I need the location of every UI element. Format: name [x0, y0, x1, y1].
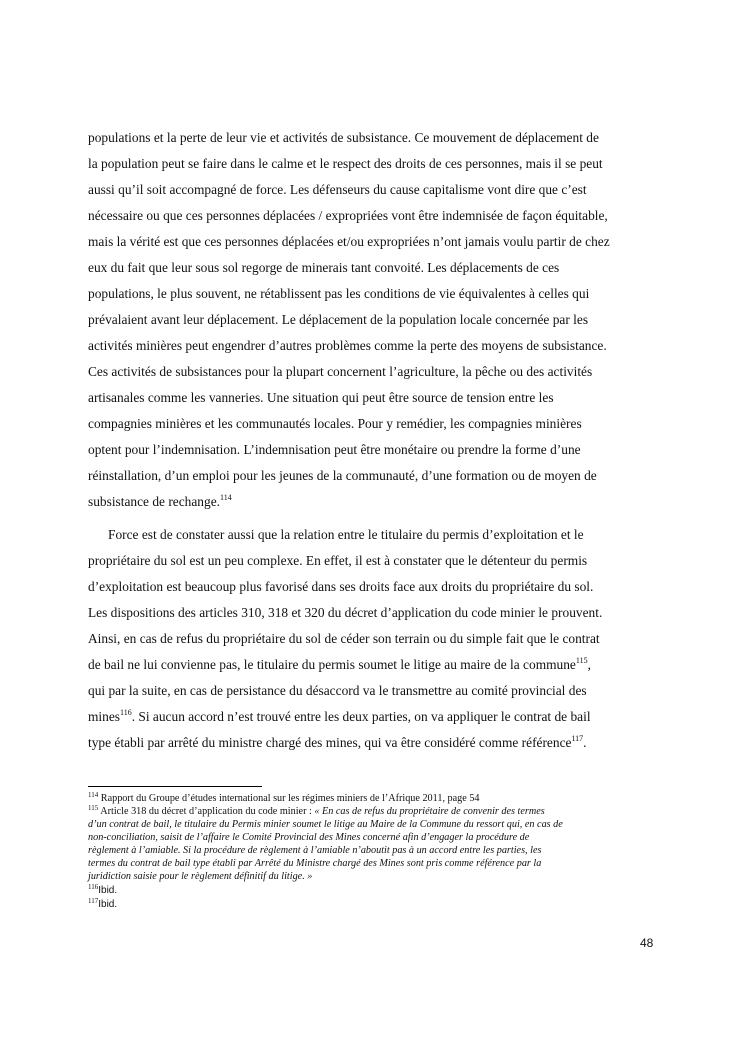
body-text: de bail ne lui convienne pas, le titulaire du permis soumet le litige au maire de la commune — [88, 657, 576, 672]
footnote-116 — [88, 884, 117, 897]
body-line: Les dispositions des articles 310, 318 et 320 du décret d’application du code minier le prouvent. — [88, 605, 603, 620]
footnote-text: Article 318 du décret d’application du code minier : — [98, 806, 315, 817]
body-line: prévalaient avant leur déplacement. Le déplacement de la population locale concernée par les — [88, 312, 589, 327]
body-line: optent pour l’indemnisation. L’indemnisation peut être monétaire ou prendre la forme d’une — [88, 442, 581, 457]
footnote-ref-114[interactable]: 114 — [220, 493, 232, 502]
footnote-ref-117[interactable]: 117 — [571, 734, 584, 743]
body-line — [88, 657, 591, 673]
footnote-115 — [88, 805, 545, 818]
footnote-number: 116 — [88, 883, 99, 891]
footnote-number: 114 — [88, 791, 99, 799]
body-line: populations et la perte de leur vie et activités de subsistance. Ce mouvement de déplacement de — [88, 130, 599, 145]
body-text: . — [583, 735, 587, 750]
body-text: type établi par arrêté du ministre chargé des mines, qui va être considéré comme référence — [88, 735, 572, 750]
body-line: activités minières peut engendrer d’autres problèmes comme la perte des moyens de subsistance. — [88, 338, 607, 353]
body-line: Ainsi, en cas de refus du propriétaire du sol de céder son terrain ou du simple fait que le contrat — [88, 631, 600, 646]
body-line: Ces activités de subsistances pour la plupart concernent l’agriculture, la pêche ou des activités — [88, 364, 593, 379]
body-line: réinstallation, d’un emploi pour les jeunes de la communauté, d’une formation ou de moyen de — [88, 468, 597, 483]
footnote-separator — [88, 786, 262, 787]
body-line: nécessaire ou que ces personnes déplacées / expropriées vont être indemnisée de façon équitable, — [88, 208, 608, 223]
body-line: artisanales comme les vanneries. Une situation qui peut être source de tension entre les — [88, 390, 554, 405]
body-line: la population peut se faire dans le calme et le respect des droits de ces personnes, mais il se peut — [88, 156, 603, 171]
footnote-number: 115 — [88, 804, 99, 812]
footnote-117 — [88, 898, 117, 911]
body-line — [88, 735, 587, 751]
body-line — [88, 494, 232, 510]
footnote-text: Rapport du Groupe d’études international sur les régimes miniers de l’Afrique 2011, page 54 — [98, 793, 480, 804]
body-line: aussi qu’il soit accompagné de force. Les défenseurs du cause capitalisme vont dire que c’est — [88, 182, 587, 197]
footnote-quote-line: d’un contrat de bail, le titulaire du Permis minier soumet le litige au Maire de la Commune du ressort qui, en cas de — [88, 819, 563, 830]
body-text: . Si aucun accord n’est trouvé entre les deux parties, on va appliquer le contrat de bail — [131, 709, 591, 724]
body-text: , — [587, 657, 591, 672]
footnote-ref-115[interactable]: 115 — [575, 656, 588, 665]
body-line: qui par la suite, en cas de persistance du désaccord va le transmettre au comité provincial des — [88, 683, 587, 698]
footnote-text: Ibid. — [98, 885, 118, 896]
body-line: Force est de constater aussi que la relation entre le titulaire du permis d’exploitation et le — [108, 527, 584, 542]
footnote-text: Ibid. — [98, 899, 118, 910]
body-line: populations, le plus souvent, ne rétablissent pas les conditions de vie équivalentes à celles qui — [88, 286, 590, 301]
body-line: eux du fait que leur sous sol regorge de minerais tant convoité. Les déplacements de ces — [88, 260, 560, 275]
body-text: subsistance de rechange. — [88, 494, 220, 509]
body-line: propriétaire du sol est un peu complexe. En effet, il est à constater que le détenteur du permis — [88, 553, 588, 568]
footnote-quote-line: non-conciliation, saisit de l’affaire le Comité Provincial des Mines concerné afin d’engager la procédure de — [88, 832, 530, 843]
body-line: d’exploitation est beaucoup plus favorisé dans ses droits face aux droits du propriétaire du sol. — [88, 579, 594, 594]
footnote-114 — [88, 792, 480, 805]
footnote-quote-line: termes du contrat de bail type établi par Arrêté du Ministre chargé des Mines sont pris comme référence par la — [88, 858, 542, 869]
body-line: mais la vérité est que ces personnes déplacées et/ou expropriées n’ont jamais voulu partir de chez — [88, 234, 610, 249]
body-line: compagnies minières et les communautés locales. Pour y remédier, les compagnies minières — [88, 416, 582, 431]
footnote-quote-line: règlement à l’amiable. Si la procédure de règlement à l’amiable n’aboutit pas à un accord entre les parties, les — [88, 845, 542, 856]
body-text: mines — [88, 709, 120, 724]
footnote-quote: « En cas de refus du propriétaire de convenir des termes — [314, 806, 545, 817]
footnote-ref-116[interactable]: 116 — [120, 708, 132, 717]
body-line — [88, 709, 591, 725]
footnote-number: 117 — [88, 897, 99, 905]
footnote-quote-line: juridiction saisie pour le règlement définitif du litige. » — [88, 871, 313, 882]
page-number: 48 — [640, 936, 654, 950]
